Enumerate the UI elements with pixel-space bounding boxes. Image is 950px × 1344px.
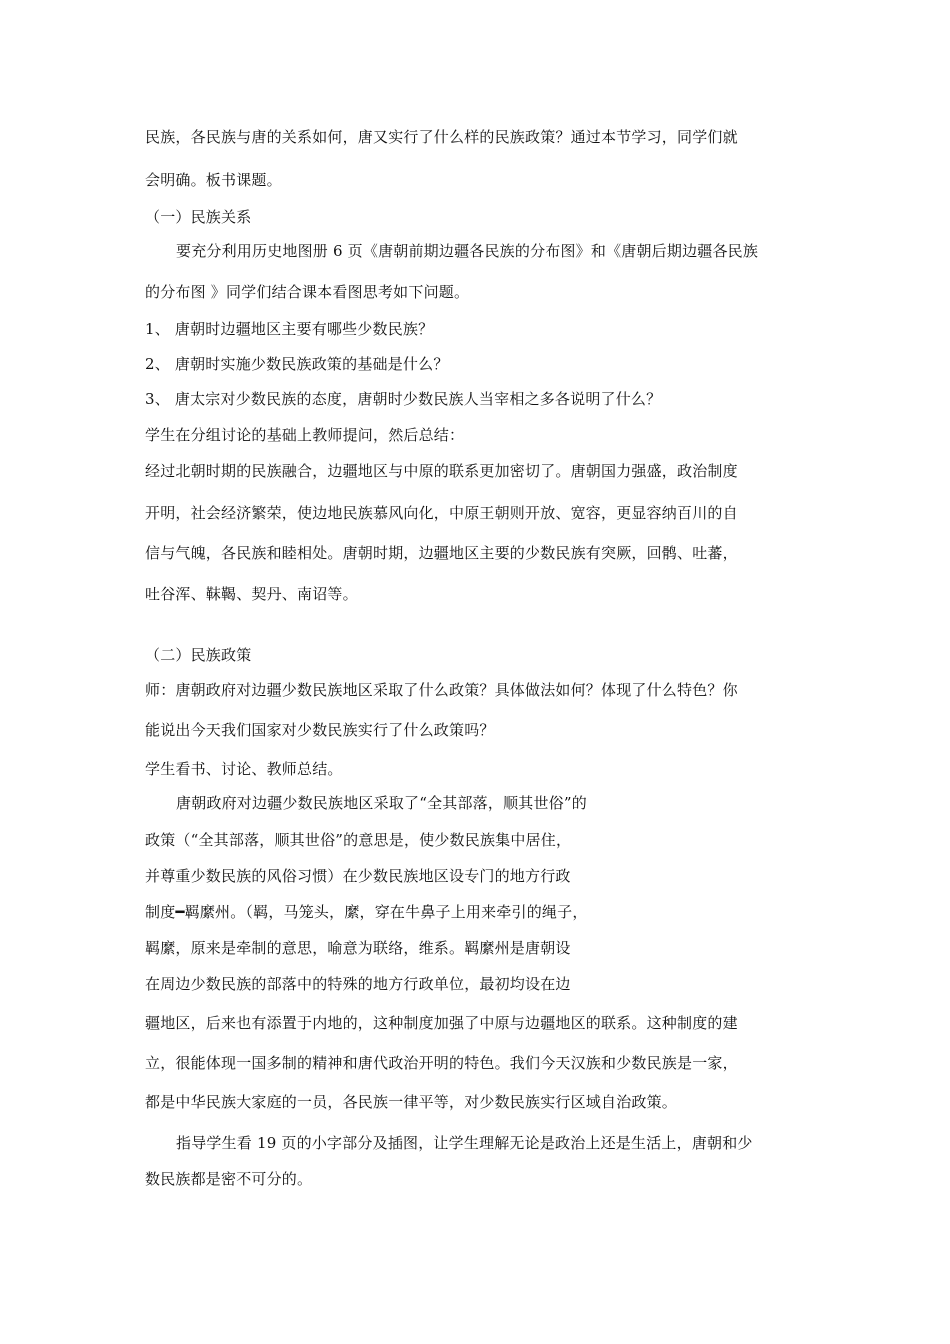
text-line: 疆地区，后来也有添置于内地的，这种制度加强了中原与边疆地区的联系。这种制度的建 xyxy=(145,1014,738,1032)
section-heading: （一）民族关系 xyxy=(145,208,252,226)
text-line: 经过北朝时期的民族融合，边疆地区与中原的联系更加密切了。唐朝国力强盛，政治制度 xyxy=(145,462,738,480)
text-line: 信与气魄，各民族和睦相处。唐朝时期，边疆地区主要的少数民族有突厥，回鹘、吐蕃， xyxy=(145,544,738,562)
text-line: 都是中华民族大家庭的一员，各民族一律平等，对少数民族实行区域自治政策。 xyxy=(145,1093,678,1111)
text-line: 制度━羁縻州。（羁，马笼头，縻，穿在牛鼻子上用来牵引的绳子， xyxy=(145,903,588,921)
section-heading: （二）民族政策 xyxy=(145,646,252,664)
text-line: 吐谷浑、靺鞨、契丹、南诏等。 xyxy=(145,585,358,603)
text-line: 学生看书、讨论、教师总结。 xyxy=(145,760,343,778)
text-line: 能说出今天我们国家对少数民族实行了什么政策吗？ xyxy=(145,721,495,739)
question-item: 2、 唐朝时实施少数民族政策的基础是什么？ xyxy=(145,355,449,373)
text-line: 指导学生看 19 页的小字部分及插图，让学生理解无论是政治上还是生活上，唐朝和少 xyxy=(176,1134,753,1152)
text-line: 师：唐朝政府对边疆少数民族地区采取了什么政策？具体做法如何？体现了什么特色？你 xyxy=(145,681,738,699)
text-line: 民族，各民族与唐的关系如何，唐又实行了什么样的民族政策？通过本节学习，同学们就 xyxy=(145,128,738,146)
text-line: 的分布图 》同学们结合课本看图思考如下问题。 xyxy=(145,283,470,301)
text-line: 会明确。板书课题。 xyxy=(145,171,282,189)
text-line: 在周边少数民族的部落中的特殊的地方行政单位，最初均设在边 xyxy=(145,975,571,993)
text-line: 政策（“全其部落，顺其世俗”的意思是，使少数民族集中居住， xyxy=(145,831,572,849)
question-item: 1、 唐朝时边疆地区主要有哪些少数民族？ xyxy=(145,320,434,338)
text-line: 羁縻，原来是牵制的意思，喻意为联络，维系。羁縻州是唐朝设 xyxy=(145,939,571,957)
text-line: 并尊重少数民族的风俗习惯）在少数民族地区设专门的地方行政 xyxy=(145,867,571,885)
text-line: 立，很能体现一国多制的精神和唐代政治开明的特色。我们今天汉族和少数民族是一家， xyxy=(145,1054,738,1072)
text-line: 学生在分组讨论的基础上教师提问，然后总结： xyxy=(145,426,465,444)
question-item: 3、 唐太宗对少数民族的态度，唐朝时少数民族人当宰相之多各说明了什么？ xyxy=(145,390,662,408)
text-line: 开明，社会经济繁荣，使边地民族慕风向化，中原王朝则开放、宽容，更显容纳百川的自 xyxy=(145,504,738,522)
text-line: 数民族都是密不可分的。 xyxy=(145,1170,313,1188)
text-line: 要充分利用历史地图册 6 页《唐朝前期边疆各民族的分布图》和《唐朝后期边疆各民族 xyxy=(176,242,759,260)
text-line: 唐朝政府对边疆少数民族地区采取了“全其部落，顺其世俗”的 xyxy=(176,794,587,812)
